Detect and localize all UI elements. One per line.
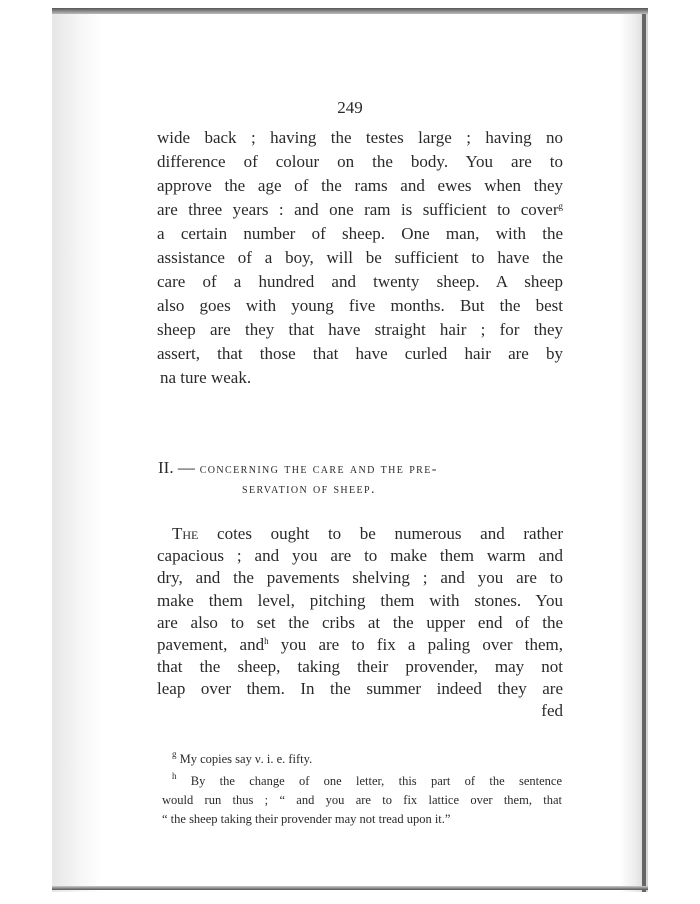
scan-shadow-left [52, 12, 102, 892]
text-line: difference of colour on the body. You are to [157, 152, 563, 171]
footnote-ref-g: g [558, 201, 563, 211]
text-line: assistance of a boy, will be sufficient to have the [157, 248, 563, 267]
page-number: 249 [337, 98, 363, 117]
text-line: a certain number of sheep. One man, with the [157, 224, 563, 243]
text-line: make them level, pitching them with stones. You [157, 591, 563, 610]
text-line: approve the age of the rams and ewes when they [157, 176, 563, 195]
scan-edge-right [642, 12, 646, 892]
text-line: are also to set the cribs at the upper end of the [157, 613, 563, 632]
footnote-ref-h: h [264, 636, 269, 646]
scan-edge-bottom [52, 886, 648, 890]
text-line [157, 200, 563, 220]
footnote-text: By the change of one letter, this part of the sentence [190, 774, 562, 788]
text-line: care of a hundred and twenty sheep. A sheep [157, 272, 563, 291]
text-line: sheep are they that have straight hair ; for they [157, 320, 563, 339]
text-line: assert, that those that have curled hair are by [157, 344, 563, 363]
footnote-mark: h [172, 771, 177, 781]
text: you are to fix a paling over them, [268, 635, 563, 654]
catchword: fed [541, 701, 563, 720]
text-line: capacious ; and you are to make them warm and [157, 546, 563, 565]
section-number: II. — [158, 458, 195, 477]
footnote-text: My copies say ν. i. e. fifty. [179, 752, 313, 766]
text-line: leap over them. In the summer indeed they are [157, 679, 563, 698]
text: are three years : and one ram is sufficient to cover [157, 200, 559, 219]
footnote-mark: g [172, 749, 177, 759]
text-line: also goes with young five months. But the best [157, 296, 563, 315]
text-line [172, 524, 563, 544]
footnote-g [172, 751, 572, 767]
section-heading [158, 458, 438, 478]
text-line: that the sheep, taking their provender, may not [157, 657, 563, 676]
heading-line: concerning the care and the pre- [199, 462, 438, 477]
footnote-line: would run thus ; “ and you are to fix lattice over them, that [162, 793, 562, 807]
dropcap-word: The [172, 524, 199, 543]
text: cotes ought to be numerous and rather [198, 524, 563, 543]
text: pavement, and [157, 635, 265, 654]
scan-edge-top [52, 8, 648, 14]
footnote-h [172, 773, 562, 789]
text-line: wide back ; having the testes large ; having no [157, 128, 563, 147]
text-line: dry, and the pavements shelving ; and you are to [157, 568, 563, 587]
text-line: na ture weak. [160, 368, 252, 387]
text-line [157, 635, 563, 655]
heading-line: servation of sheep. [242, 482, 376, 497]
footnote-line: “ the sheep taking their provender may not tread upon it.” [162, 812, 451, 826]
